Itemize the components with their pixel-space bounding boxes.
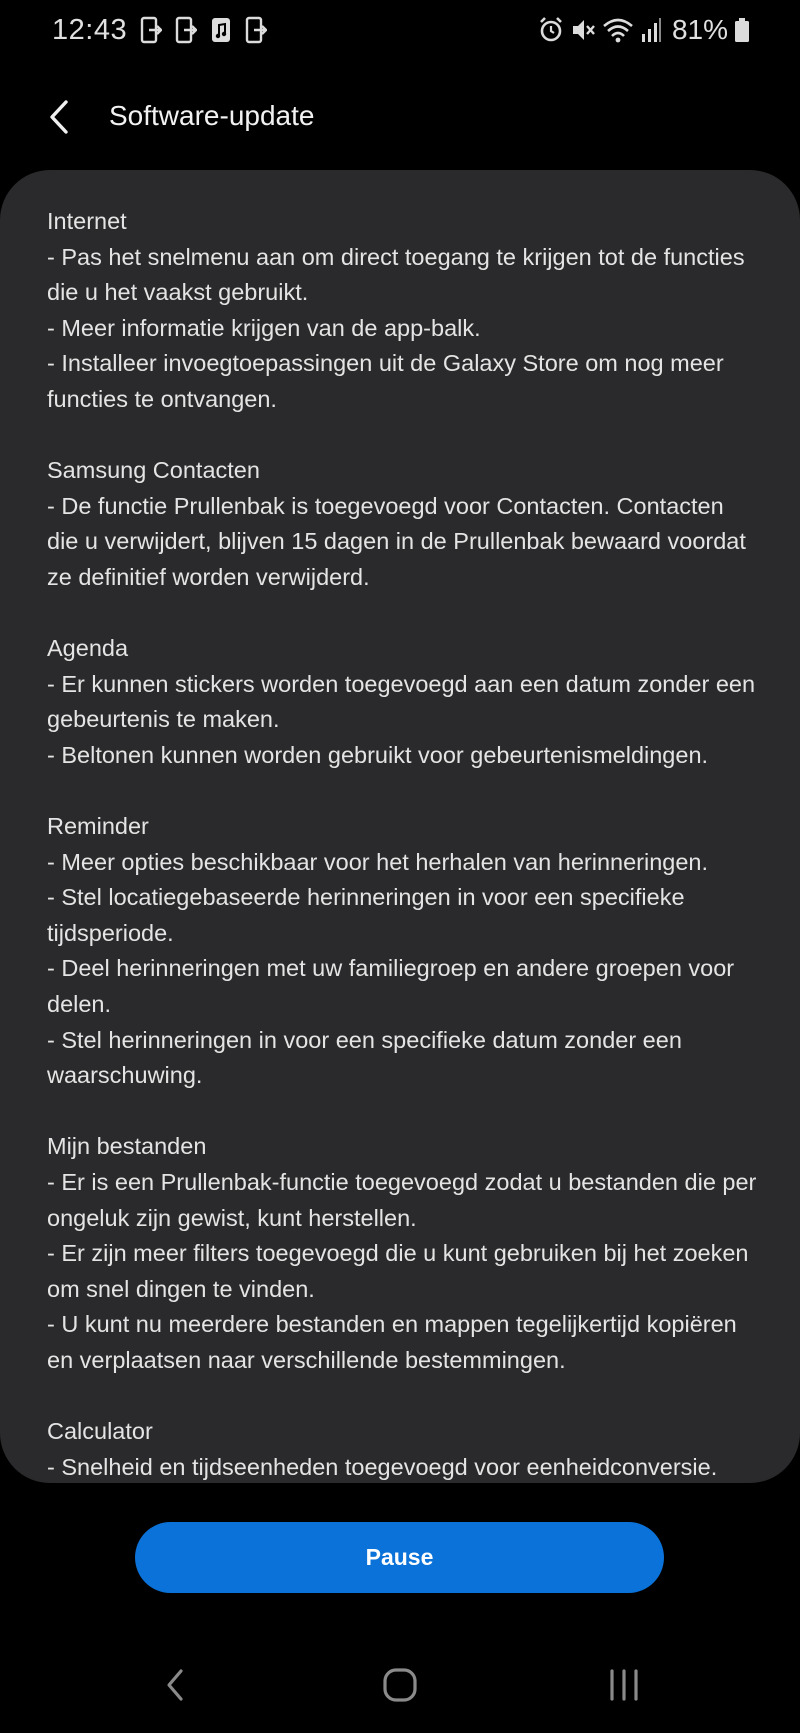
release-notes-card[interactable] [0,170,800,1483]
section-title: Reminder [47,813,149,840]
section-line: - Installeer invoegtoepassingen uit de Galaxy Store om nog meer functies te ontvangen. [47,350,724,412]
section-samsung-contacten [47,453,760,595]
system-icons [538,14,750,46]
nav-back-icon [163,1667,187,1703]
navigation-bar [0,1650,800,1720]
app-header [0,80,800,156]
mute-icon [570,16,596,44]
section-reminder [47,809,760,1094]
section-title: Agenda [47,635,129,662]
nav-recents-button[interactable] [589,1650,659,1720]
status-bar [0,0,800,62]
section-title: Mijn bestanden [47,1133,207,1160]
section-mijn-bestanden [47,1129,760,1378]
section-agenda [47,631,760,773]
section-line: - De functie Prullenbak is toegevoegd voor Contacten. Contacten die u verwijdert, blijven 15 dagen in de Prullenbak bewaard voordat ze definitief worden verwijderd. [47,492,746,590]
section-line: - U kunt nu meerdere bestanden en mappen tegelijkertijd kopiëren en verplaatsen naar verschillende bestemmingen. [47,1311,737,1373]
notification-icons [140,16,267,44]
section-title: Internet [47,208,127,234]
section-title: Samsung Contacten [47,457,260,484]
battery-percent: 81% [671,14,728,45]
pause-button[interactable]: Pause [135,1522,664,1593]
section-calculator [47,1414,760,1483]
page-title: Software-update [109,100,315,131]
release-notes-text [0,170,800,1483]
app-notification-icon [140,16,162,44]
nav-home-icon [382,1667,418,1703]
nav-back-button[interactable] [140,1650,210,1720]
status-time: 12:43 [52,14,128,46]
music-notification-icon [210,16,232,44]
section-line: - Pas het snelmenu aan om direct toegang te krijgen tot de functies die u het vaakst gebruikt. [47,243,745,306]
section-line: - Deel herinneringen met uw familiegroep en andere groepen voor delen. [47,955,735,1018]
section-line: - Stel locatiegebaseerde herinneringen in voor een specifieke tijdsperiode. [47,884,685,946]
app-notification-icon [175,16,197,44]
section-title: Calculator [47,1418,153,1445]
alarm-icon [538,16,564,44]
section-line: - Meer informatie krijgen van de app-balk. [47,314,481,341]
chevron-left-icon [47,99,71,135]
section-line: - Er zijn meer filters toegevoegd die u kunt gebruiken bij het zoeken om snel dingen te vinden. [47,1240,749,1302]
section-line: - Er is een Prullenbak-functie toegevoegd zodat u bestanden die per ongeluk zijn gewist, kunt herstellen. [47,1169,757,1231]
app-notification-icon [245,16,267,44]
section-line: - Stel herinneringen in voor een specifieke datum zonder een waarschuwing. [47,1026,682,1089]
nav-home-button[interactable] [365,1650,435,1720]
section-internet [47,204,760,418]
section-line: - Er kunnen stickers worden toegevoegd aan een datum zonder een gebeurtenis te maken. [47,670,756,733]
section-line: - Beltonen kunnen worden gebruikt voor gebeurtenismeldingen. [47,741,709,768]
section-line: - Meer opties beschikbaar voor het herhalen van herinneringen. [47,848,709,875]
signal-icon [640,16,662,44]
back-button[interactable] [34,92,84,142]
wifi-icon [602,16,634,44]
battery-icon [734,16,750,44]
section-line: - Snelheid en tijdseenheden toegevoegd voor eenheidconversie. [47,1453,718,1480]
nav-recents-icon [607,1667,641,1703]
